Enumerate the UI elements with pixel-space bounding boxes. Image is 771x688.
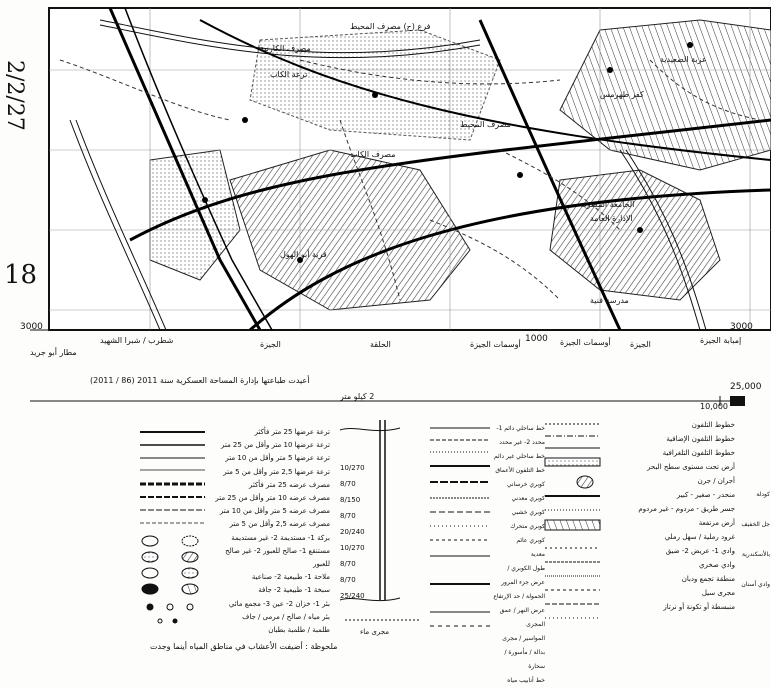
bottom-edge-label: إمبابة الجيزة [700,336,742,345]
legend-item: منحدر - صغير - كبير [676,491,735,499]
legend-item: بركة 1- مستديمة 2- غير مستديمة [231,533,330,542]
legend-code: 8/70 [340,480,356,488]
legend-item: خطوط التلفون [691,421,735,429]
legend-code: 10/270 [340,544,365,552]
place-label: كفر طهرمس [600,90,644,99]
legend-item: أجران / جرن [697,477,735,485]
legend-item: خطوط التلفون الإضافية [666,435,735,443]
legend-item: ملاحة 1- طبيعية 2- صناعية [251,573,330,582]
legend-item: ترعة عرضها 25 متر فأكثر [254,428,330,436]
legend-code: 10/270 [340,464,365,472]
place-label: مصرف الكاب [350,150,396,159]
bottom-edge-label: شطرب / شبرا الشهيد [100,336,174,345]
legend-item: جسر طريق - مردوم - غير مردوم [638,505,735,513]
legend-item: خط أنابيب مياه [507,677,545,684]
margin-handwriting-top: 2/2/27 [2,60,27,131]
legend-item: سبخة 1- طبيعية 2- جافة [258,586,330,595]
legend-item: خطوط التلفون التلغرافية [662,449,735,457]
scale-unit: 2 كيلو متر [340,392,375,401]
legend-side-label: بالأسكندرية [741,551,770,558]
legend-code: 8/70 [340,576,356,584]
legend-col2-symbols [430,428,490,626]
place-label: مدرسة فنية [590,296,629,305]
legend-item: مصرف عرضه 25 متر فأكثر [248,480,330,489]
legend-item: مصرف عرضه 2,5 وأقل من 5 متر [229,520,330,529]
legend-item: كوبري معدني [511,495,545,502]
legend-item: خط ساحلي غير دائم [494,453,545,460]
legend-item: معدية [530,551,545,558]
legend-code: 8/150 [340,496,361,504]
legend-side-label: وادي أسنان [741,581,770,588]
legend-item: كوبري خشبي [511,509,545,516]
bottom-edge-label: مطار أبو جريد [30,348,77,357]
place-label: ترعة الكاب [270,70,308,79]
place-label: الجامعة المصرية [580,200,635,209]
legend-item: طلمبة / طلمبة بطبان [268,626,330,635]
legend-code: 8/70 [340,560,356,568]
legend-item: مجرى سيل [701,589,735,597]
scale-small: 10,000 [700,402,728,411]
bottom-edge-number: 3000 [730,322,753,332]
legend-item: كوبري خرساني [506,481,545,488]
legend-item: غرود رملية / سهل رملي [664,533,735,541]
place-label: قرية أبو الهول [280,250,327,259]
place-label: مصرف الكارنية [260,44,311,53]
bottom-edge-label: أوسمات الجيزة [560,338,611,347]
legend-item: كوبري متحرك [510,523,545,530]
legend-item: مستنقع 1- صالح للعبور 2- غير صالح للعبور [225,546,330,569]
source-note: أعيدت طباعتها بإدارة المساحة العسكرية سنة 2011 (86 / 2011) [90,376,310,385]
legend-side-label: كودلة [756,491,770,498]
legend-item: عرض النهر / عمق المجرى [499,607,545,628]
bottom-edge-label: الجيزة [260,340,281,349]
legend-code: 25/240 [340,592,365,600]
legend-code: 8/70 [340,512,356,520]
bottom-edge-label: الجيزة [630,340,651,349]
legend-item: بئر 1- خزان 2- عين 3- مجمع مائي [228,599,330,608]
legend-col1 [605,418,735,614]
legend-item: أرض تحت مستوى سطح البحر [647,463,735,471]
legend-side-label: جل الخفيف [741,521,770,528]
legend-note: ملحوظة : أضيفت الأعشاب في مناطق المياه أينما وجدت [150,642,338,651]
legend-col1-side [738,480,770,600]
legend-item: وادي صخري [699,561,735,569]
margin-handwriting-bottom: 18 [4,260,38,290]
legend-item: ترعة عرضها 2,5 متر وأقل من 5 متر [223,467,330,476]
legend-item: طول الكوبري / عرض جزء المرور [501,565,545,586]
legend-item: أرض مرتفعة [698,519,735,527]
place-label: الإدارة العامة [590,214,633,223]
legend-col4 [210,426,330,637]
scale-bar [30,396,745,406]
legend-item: منطقة تجمع ودبان [681,575,735,583]
legend-item: كوبري عائم [516,537,545,544]
legend-item: بدالة / مأسورة / سحارة [504,649,545,670]
place-label: عزبة الصعيدية [660,55,707,64]
legend-item: مصرف عرضه 10 متر وأقل من 25 متر [215,494,330,503]
legend-code: 20/240 [340,528,365,536]
legend-item: ترعة عرضها 5 متر وأقل من 10 متر [225,454,330,463]
bottom-edge-number: 3000 [20,322,43,332]
legend-item: منبسطة أو تكونة أو نرتاز [663,603,735,611]
legend-item: الحمولة / حد الإرتفاع [493,593,545,600]
bottom-edge-label: الحلقة [370,340,391,349]
legend-item: ترعة عرضها 10 متر وأقل من 25 متر [220,441,330,450]
bottom-edge-number: 1000 [525,334,548,344]
place-label: فرع (ح) مصرف المحيط [350,22,431,31]
bottom-edge-label: أوسمات الجيزة [470,340,521,349]
legend-item: خط ساحلي دائم 1- محدد 2- غير محدد [496,425,545,446]
legend-item: المواسير / مجرى [502,635,545,642]
legend-col1-symbols [545,424,600,618]
legend-col2 [493,422,545,688]
legend-item: وادي 1- عريض 2- ضيق [665,547,735,555]
legend-item: بئر مياه / صالح / مرمى / جاف [242,612,330,621]
legend-col4-symbols [140,432,205,623]
legend-item: خط التلفون الأعماق [495,467,545,474]
legend-col3-footer: مجرى ماء [360,628,390,636]
place-label: مصرف المحيط [460,120,511,129]
scale-ratio: 25,000 [730,382,762,392]
legend-item: مصرف عرضه 5 متر وأقل من 10 متر [219,507,330,516]
legend-col3-codes [340,460,380,604]
